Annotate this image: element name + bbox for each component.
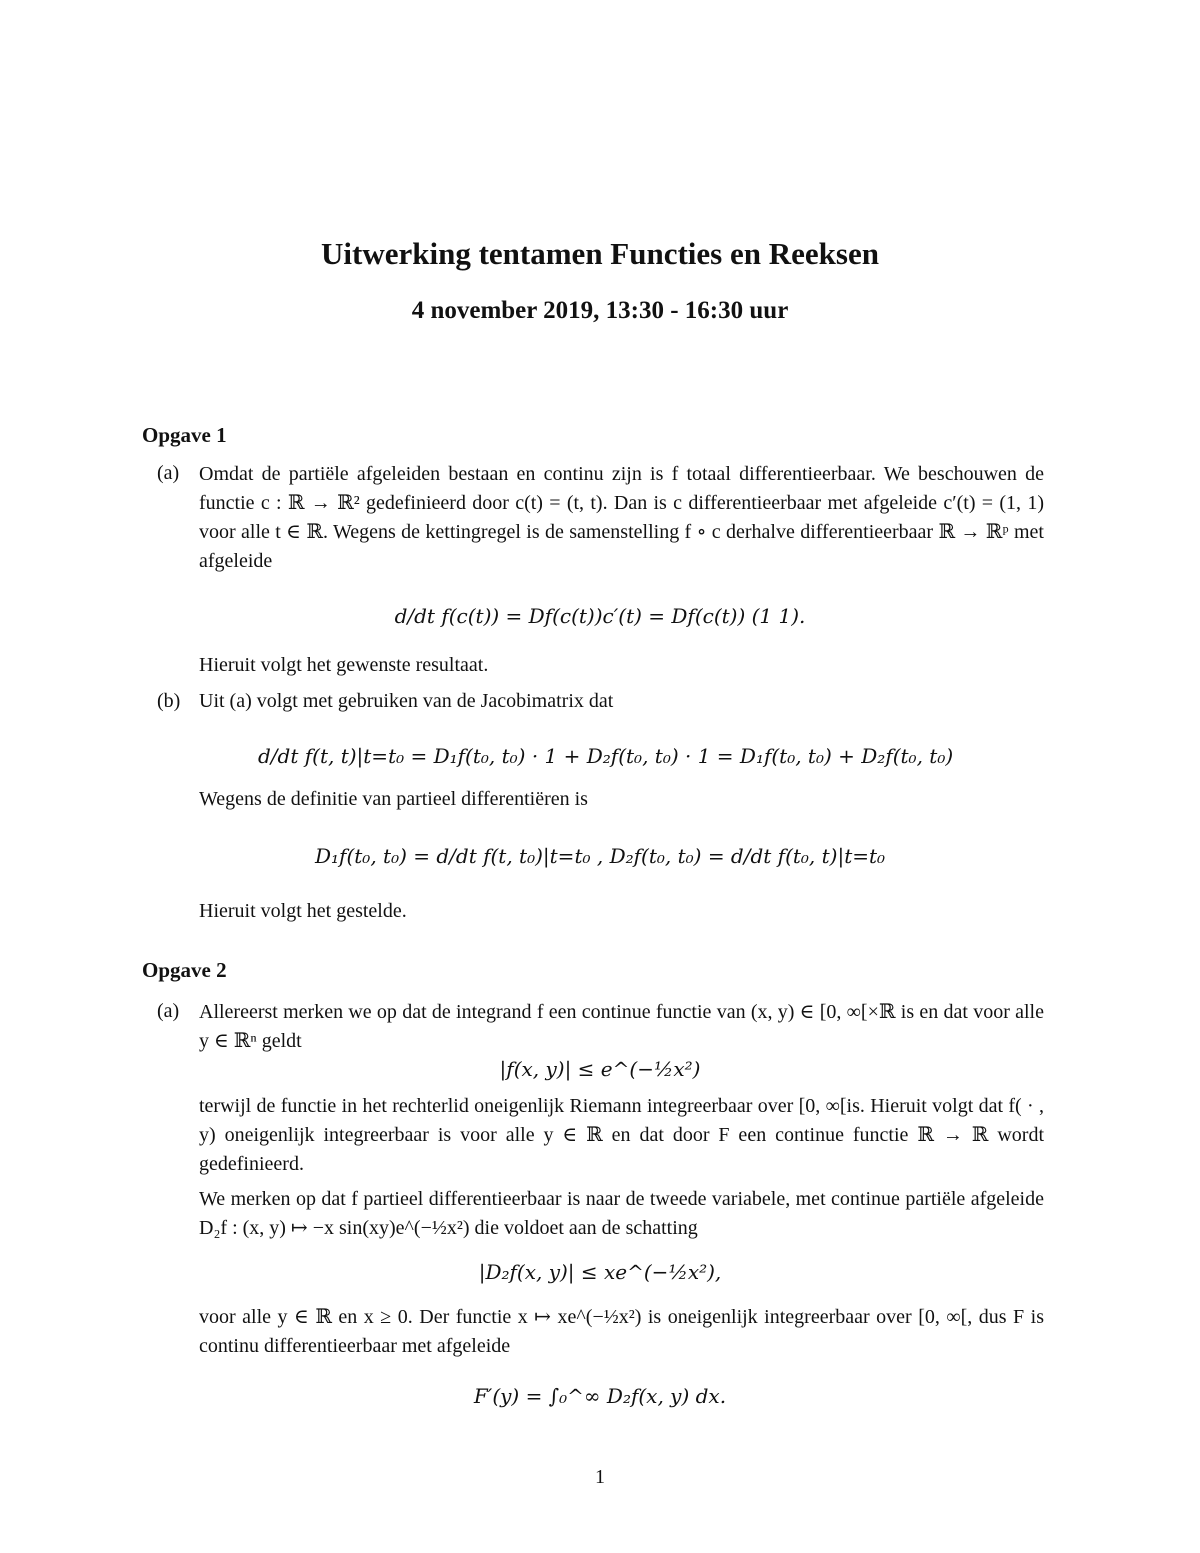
opgave-1b-conclusion: Hieruit volgt het gestelde.	[199, 900, 407, 922]
opgave-2-heading: Opgave 2	[142, 958, 227, 982]
opgave-2a-equation-2: |D₂f(x, y)| ≤ xe^(−½x²),	[478, 1260, 722, 1284]
opgave-1a-text: Omdat de partiële afgeleiden bestaan en continu zijn is f totaal differentieerbaar. We beschouwen de functie c : ℝ → ℝ² gedefinieerd door c(t) = (t, t). Dan is c differentieerbaar met afgeleide c′(t) = (1, 1) voor alle t ∈ ℝ. Wegens de kettingregel is de samenstelling f ∘ c derhalve differentieerbaar ℝ → ℝᵖ met afgeleide	[199, 463, 1044, 572]
opgave-1a-label: (a)	[157, 462, 180, 484]
opgave-1b-text: Uit (a) volgt met gebruiken van de Jacobimatrix dat	[199, 690, 614, 712]
opgave-1a-equation: d/dt f(c(t)) = Df(c(t))c′(t) = Df(c(t)) (1 1).	[394, 604, 806, 628]
opgave-2a-label: (a)	[157, 1000, 180, 1022]
opgave-2a-text-2: terwijl de functie in het rechterlid oneigenlijk Riemann integreerbaar over [0, ∞[is. Hieruit volgt dat f( · , y) oneigenlijk integreerbaar is voor alle y ∈ ℝ en dat door F een continue functie ℝ → ℝ wordt gedefinieerd.	[199, 1095, 1044, 1175]
opgave-1b-label: (b)	[157, 690, 181, 712]
page-number: 1	[595, 1466, 605, 1488]
opgave-1b-equation-2: D₁f(t₀, t₀) = d/dt f(t, t₀)|t=t₀ , D₂f(t₀, t₀) = d/dt f(t₀, t)|t=t₀	[315, 844, 886, 868]
document-title: Uitwerking tentamen Functies en Reeksen	[321, 236, 879, 271]
opgave-2a-text-3: We merken op dat f partieel differentieerbaar is naar de tweede variabele, met continue partiële afgeleide D₂f : (x, y) ↦ −x sin(xy)e^(−½x²) die voldoet aan de schatting	[199, 1188, 1044, 1239]
opgave-1b-equation-1: d/dt f(t, t)|t=t₀ = D₁f(t₀, t₀) · 1 + D₂f(t₀, t₀) · 1 = D₁f(t₀, t₀) + D₂f(t₀, t₀)	[258, 744, 954, 768]
opgave-1a-conclusion: Hieruit volgt het gewenste resultaat.	[199, 654, 489, 676]
opgave-2a-equation-1: |f(x, y)| ≤ e^(−½x²)	[499, 1057, 701, 1081]
opgave-1b-text-2: Wegens de definitie van partieel differentiëren is	[199, 788, 588, 810]
opgave-2a-text-4: voor alle y ∈ ℝ en x ≥ 0. Der functie x ↦ xe^(−½x²) is oneigenlijk integreerbaar over [0, ∞[, dus F is continu differentieerbaar met afgeleide	[199, 1306, 1044, 1357]
opgave-2a-text-1: Allereerst merken we op dat de integrand f een continue functie van (x, y) ∈ [0, ∞[×ℝ is en dat voor alle y ∈ ℝⁿ geldt	[199, 1001, 1044, 1052]
opgave-1-heading: Opgave 1	[142, 423, 227, 447]
document-subtitle: 4 november 2019, 13:30 - 16:30 uur	[411, 297, 789, 324]
opgave-2a-equation-3: F′(y) = ∫₀^∞ D₂f(x, y) dx.	[473, 1384, 727, 1408]
